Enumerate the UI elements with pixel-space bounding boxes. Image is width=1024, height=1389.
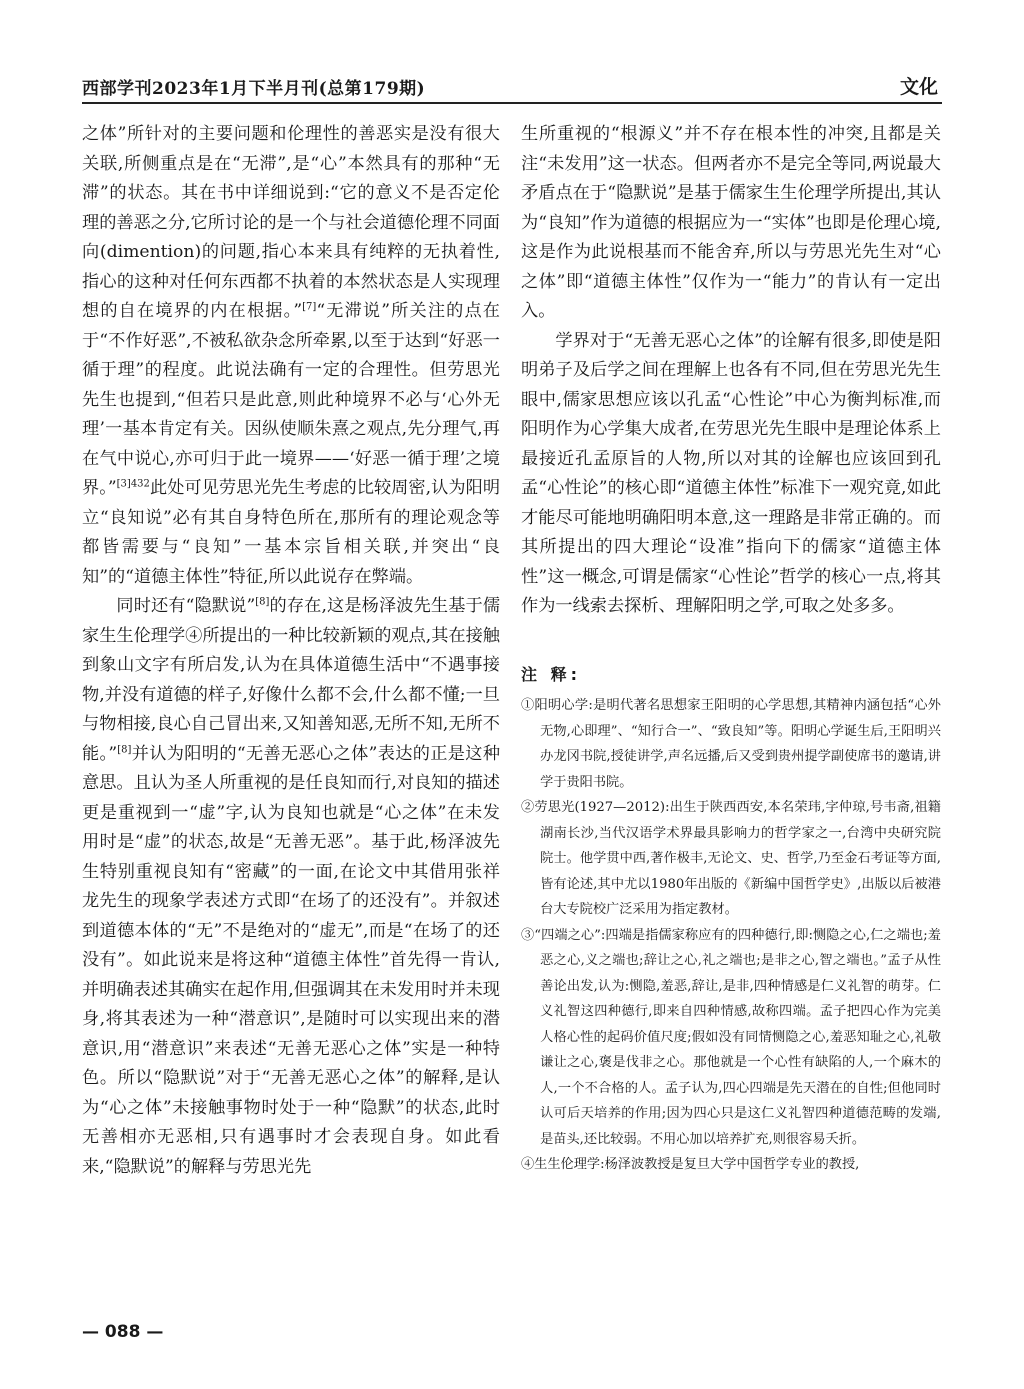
citation-ref: [7] — [302, 301, 317, 313]
left-paragraph-2 — [82, 592, 500, 1182]
body-text: 之体”所针对的主要问题和伦理性的善恶实是没有很大关联,所侧重点是在“无滞”,是“心”本然具有的那种“无滞”的状态。其在书中详细说到:“它的意义不是否定伦理的善恶之分,它所讨论的是一个与社会道德伦理不同面向(dimention)的问题,指心本来具有纯粹的无执着性,指心的这种对任何东西都不执着的本然状态是人实现理想的自在境界的内在根据。” — [82, 124, 500, 321]
citation-ref: [8] — [255, 596, 270, 608]
running-header — [82, 68, 942, 104]
body-text: 并认为阳明的“无善无恶心之体”表达的正是这种意思。且认为圣人所重视的是任良知而行,对良知的描述更是重视到一“虚”字,认为良知也就是“心之体”在未发用时是“虚”的状态,故是“无善无恶”。基于此,杨泽波先生特别重视良知有“密藏”的一面,在论文中其借用张祥龙先生的现象学表述方式即“在场了的还没有”。并叙述到道德本体的“无”不是绝对的“虚无”,而是“在场了的还没有”。如此说来是将这种“道德主体性”首先得一肯认,并明确表述其确实在起作用,但强调其在未发用时并未现身,将其表述为一种“潜意识”,是随时可以实现出来的潜意识,用“潜意识”来表述“无善无恶心之体”实是一种特色。所以“隐默说”对于“无善无恶心之体”的解释,是认为“心之体”未接触事物时处于一种“隐默”的状态,此时无善相亦无恶相,只有遇事时才会表现自身。如此看来,“隐默说”的解释与劳思光先 — [82, 743, 501, 1177]
body-text: 的存在,这是杨泽波先生基于儒家生生伦理学④所提出的一种比较新颖的观点,其在接触到象山文字有所启发,认为在具体道德生活中“不遇事接物,并没有道德的样子,好像什么都不会,什么都不懂;一旦与物相接,良心自己冒出来,又知善知恶,无所不知,无所不能。” — [82, 596, 501, 764]
right-paragraph-2: 学界对于“无善无恶心之体”的诠解有很多,即使是阳明弟子及后学之间在理解上也各有不同,但在劳思光先生眼中,儒家思想应该以孔孟“心性论”中心为衡判标准,而阳明作为心学集大成者,在劳思光先生眼中是理论体系上最接近孔孟原旨的人物,所以对其的诠解也应该回到孔孟“心性论”的核心即“道德主体性”标准下一观究竟,如此才能尽可能地明确阳明本意,这一理路是非常正确的。而其所提出的四大理论“设准”指向下的儒家“道德主体性”这一概念,可谓是儒家“心性论”哲学的核心一点,将其作为一线索去探析、理解阳明之学,可取之处多多。 — [521, 330, 941, 616]
body-text: 此处可见劳思光先生考虑的比较周密,认为阳明立“良知说”必有其自身特色所在,那所有的理论观念等都皆需要与“良知”一基本宗旨相关联,并突出“良知”的“道德主体性”特征,所以此说存在弊端。 — [82, 478, 501, 587]
notes-heading: 注 释: — [521, 664, 581, 684]
section-label: 文化 — [899, 76, 938, 98]
note-item: ④生生伦理学:杨泽波教授是复旦大学中国哲学专业的教授, — [521, 1157, 860, 1172]
left-paragraph-1 — [82, 120, 500, 592]
right-paragraph-1: 生所重视的“根源义”并不存在根本性的冲突,且都是关注“未发用”这一状态。但两者亦不是完全等同,两说最大矛盾点在于“隐默说”是基于儒家生生伦理学所提出,其认为“良知”作为道德的根据应为一“实体”也即是伦理心境,这是作为此说根基而不能舍弃,所以与劳思光先生对“心之体”即“道德主体性”仅作为一“能力”的肯认有一定出入。 — [521, 124, 941, 321]
left-column — [82, 120, 500, 1182]
note-item: ①阳明心学:是明代著名思想家王阳明的心学思想,其精神内涵包括“心外无物,心即理”、“知行合一”、“致良知”等。阳明心学诞生后,王阳明兴办龙冈书院,授徒讲学,声名远播,后又受到贵州提学副使席书的邀请,讲学于贵阳书院。 — [521, 698, 941, 790]
body-text: “无滞说”所关注的点在于“不作好恶”,不被私欲杂念所牵累,以至于达到“好恶一循于理”的程度。此说法确有一定的合理性。但劳思光先生也提到,“但若只是此意,则此种境界不必与‘心外无理’一基本肯定有关。因纵使顺朱熹之观点,先分理气,再在气中说心,亦可归于此一境界——‘好恶一循于理’之境界。” — [82, 301, 500, 498]
citation-ref: [3]432 — [116, 478, 150, 490]
notes-list — [521, 693, 941, 1178]
body-text: 同时还有“隐默说” — [116, 596, 256, 616]
journal-title: 西部学刊2023年1月下半月刊(总第179期) — [82, 79, 426, 99]
note-item: ③“四端之心”:四端是指儒家称应有的四种德行,即:恻隐之心,仁之端也;羞恶之心,义之端也;辞让之心,礼之端也;是非之心,智之端也。”孟子从性善论出发,认为:恻隐,羞恶,辞让,是非,四种情感是仁义礼智的萌芽。仁义礼智这四种德行,即来自四种情感,故称四端。孟子把四心作为完美人格心性的起码价值尺度;假如没有同情恻隐之心,羞恶知耻之心,礼敬谦让之心,褒是伐非之心。那他就是一个心性有缺陷的人,一个麻木的人,一个不合格的人。孟子认为,四心四端是先天潜在的自性;但他同时认可后天培养的作用;因为四心只是这仁义礼智四种道德范畴的发端,是苗头,还比较弱。不用心加以培养扩充,则很容易夭折。 — [521, 927, 941, 1147]
note-item: ②劳思光(1927—2012):出生于陕西西安,本名荣玮,字仲琼,号韦斋,祖籍湖南长沙,当代汉语学术界最具影响力的哲学家之一,台湾中央研究院院士。他学贯中西,著作极丰,无论文、史、哲学,乃至金石考证等方面,皆有论述,其中尤以1980年出版的《新编中国哲学史》,出版以后被港台大专院校广泛采用为指定教材。 — [521, 800, 941, 917]
citation-ref: [8] — [117, 743, 132, 755]
page-number: — 088 — — [82, 1322, 164, 1342]
right-column — [521, 120, 941, 1178]
